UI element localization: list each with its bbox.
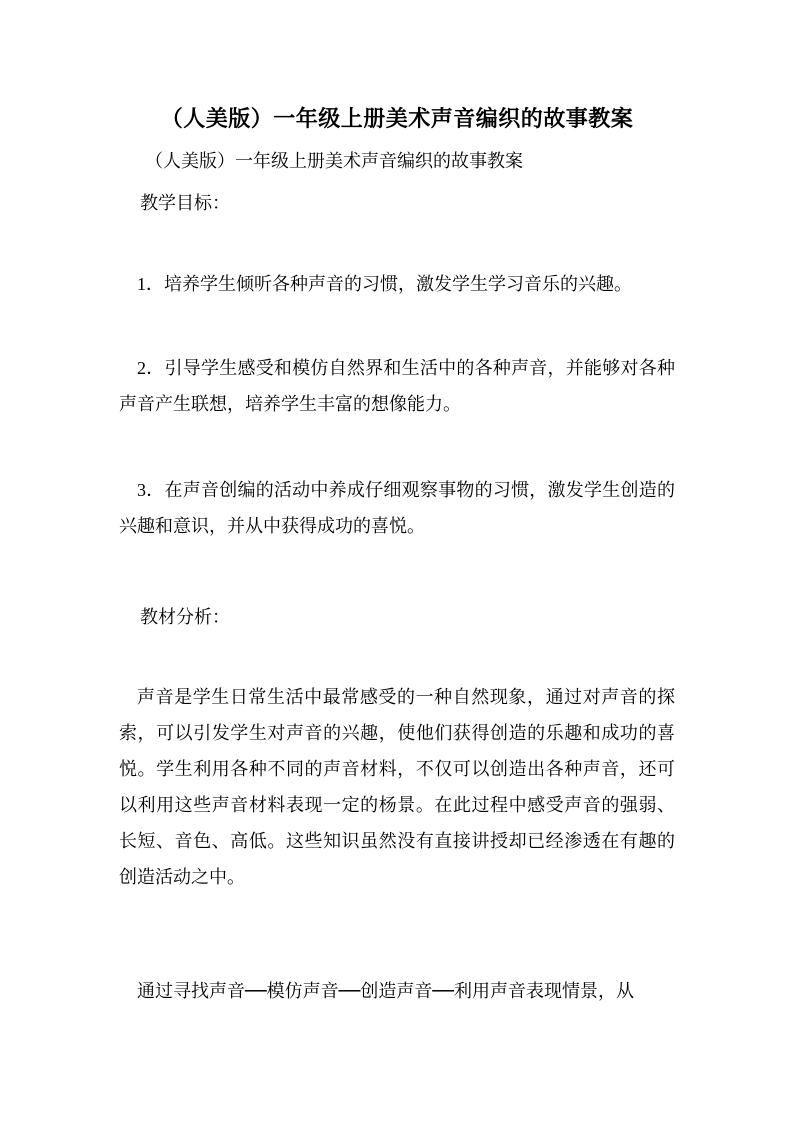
- goal-text: 培养学生倾听各种声音的习惯，激发学生学习音乐的兴趣。: [164, 274, 632, 295]
- goal-item-1: [119, 266, 675, 303]
- goal-number: 3．: [137, 480, 165, 500]
- analysis-paragraph: 声音是学生日常生活中最常感受的一种自然现象，通过对声音的探索，可以引发学生对声音的兴趣，使他们获得创造的乐趣和成功的喜悦。学生利用各种不同的声音材料，不仅可以创造出各种声音，还可以利用这些声音材料表现一定的杨景。在此过程中感受声音的强弱、长短、音色、高低。这些知识虽然没有直接讲授却已经渗透在有趣的创造活动之中。: [119, 687, 675, 888]
- goal-number: 1．: [137, 274, 164, 294]
- goal-item-3: [119, 472, 675, 545]
- document-subtitle: （人美版）一年级上册美术声音编织的故事教案: [145, 151, 523, 172]
- goal-item-2: [119, 350, 675, 423]
- analysis-heading: 教材分析：: [140, 607, 230, 628]
- document-title: （人美版）一年级上册美术声音编织的故事教案: [160, 106, 634, 132]
- last-paragraph: 通过寻找声音──模仿声音──创造声音──利用声音表现情景，从: [137, 981, 635, 1002]
- goals-heading: 教学目标：: [140, 193, 230, 214]
- goal-text: 在声音创编的活动中养成仔细观察事物的习惯，激发学生创造的兴趣和意识，并从中获得成功的喜悦。: [119, 480, 675, 537]
- goal-number: 2．: [137, 358, 165, 378]
- goal-text: 引导学生感受和模仿自然界和生活中的各种声音，并能够对各种声音产生联想，培养学生丰富的想像能力。: [119, 358, 675, 415]
